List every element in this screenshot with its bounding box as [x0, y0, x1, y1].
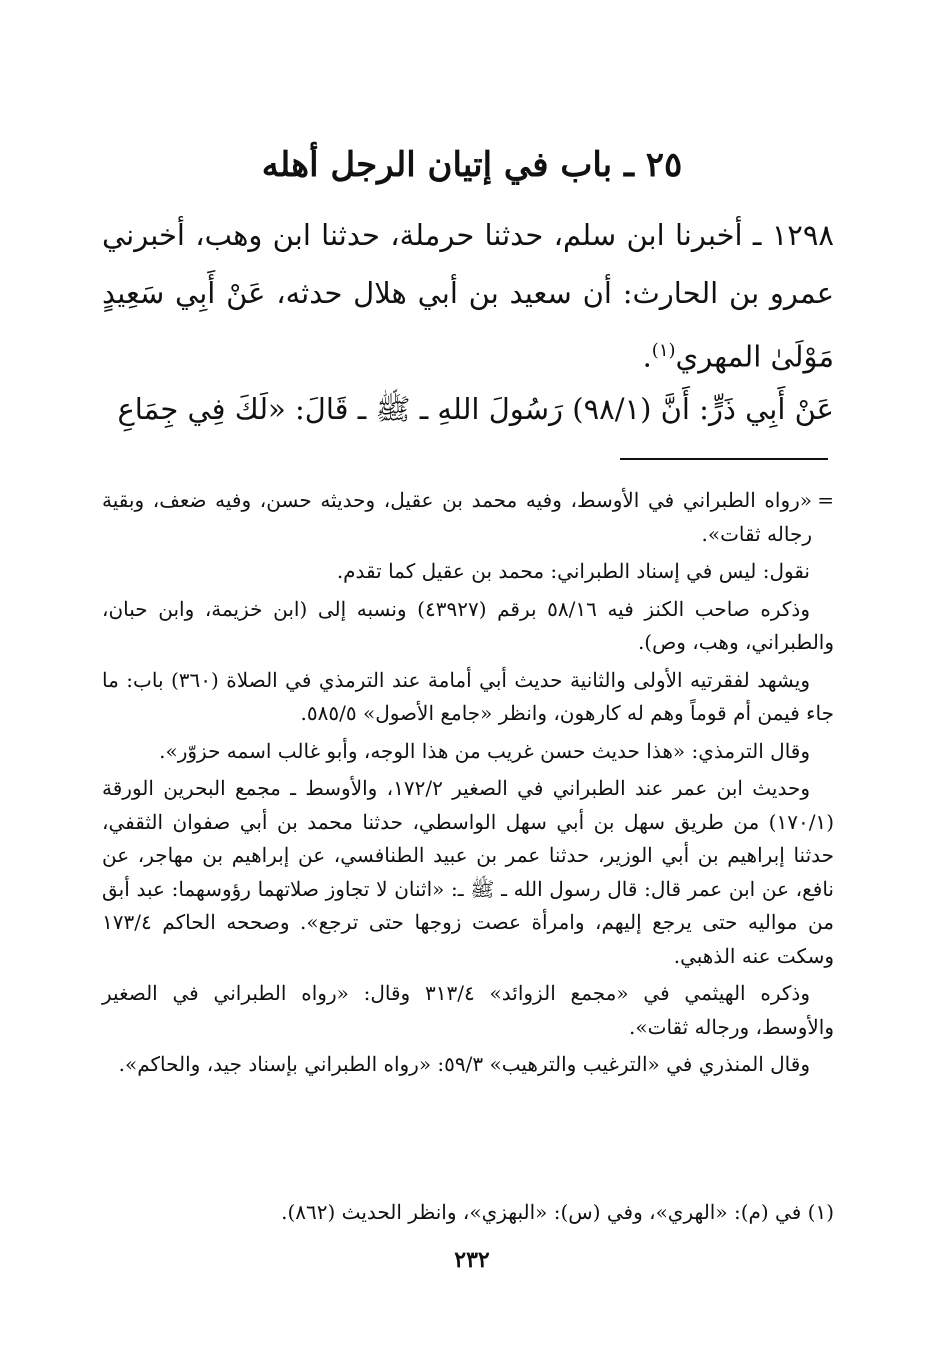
hadith-isnad: ١٢٩٨ ـ أخبرنا ابن سلم، حدثنا حرملة، حدثنا ابن وهب، أخبرني عمرو بن الحارث: أن سعيد بن أبي هلال حدثه، عَنْ أَبِي سَعِيدٍ مَوْلَىٰ المهري [102, 218, 834, 374]
isnad-terminator: . [642, 339, 652, 374]
footnote-divider [620, 458, 828, 460]
footnote: (١) في (م): «الهري»، وفي (س): «البهزي»، وانظر الحديث (٨٦٢). [281, 1200, 834, 1224]
note-paragraph: وذكره الهيثمي في «مجمع الزوائد» ٣١٣/٤ وقال: «رواه الطبراني في الصغير والأوسط، ورجاله ثقات». [102, 981, 834, 1039]
note-paragraph: نقول: ليس في إسناد الطبراني: محمد بن عقيل كما تقدم. [336, 559, 810, 583]
page-number: ٢٣٢ [454, 1247, 490, 1273]
note-paragraph: وقال الترمذي: «هذا حديث حسن غريب من هذا الوجه، وأبو غالب اسمه حزوّر». [159, 738, 810, 763]
commentary-notes [102, 484, 834, 1086]
note-paragraph: ويشهد لفقرتيه الأولى والثانية حديث أبي أمامة عند الترمذي في الصلاة (٣٦٠) باب: ما جاء فيمن أم قوماً وهم له كارهون، وانظر «جامع الأصول» ٥٨٥/٥. [102, 667, 834, 725]
note-paragraph: = «رواه الطبراني في الأوسط، وفيه محمد بن عقيل، وحديثه حسن، وفيه ضعف، وبقية رجاله ثقات». [102, 484, 834, 551]
chapter-heading: ٢٥ ـ باب في إتيان الرجل أهله [261, 145, 683, 185]
note-paragraph: وقال المنذري في «الترغيب والترهيب» ٥٩/٣: «رواه الطبراني بإسناد جيد، والحاكم». [118, 1052, 810, 1076]
note-paragraph: وحديث ابن عمر عند الطبراني في الصغير ١٧٢/٢، والأوسط ـ مجمع البحرين الورقة (١٧٠/١) من طريق سهل بن أبي سهل الواسطي، حدثنا محمد بن أبي صفوان الثقفي، حدثنا إبراهيم بن أبي الوزير، حدثنا عمر بن عبيد الطنافسي، عن إبراهيم بن مهاجر، عن نافع، عن ابن عمر قال: قال رسول الله ـ ﷺ ـ: «اثنان لا تجاوز صلاتهما رؤوسهما: عبد أبق من مواليه حتى يرجع إليهم، وامرأة عصت زوجها حتى ترجع». وصححه الحاكم ١٧٣/٤ وسكت عنه الذهبي. [102, 776, 834, 968]
hadith-matn: عَنْ أَبِي ذَرٍّ: أَنَّ (٩٨/١) رَسُولَ اللهِ ـ ﷺ ـ قَالَ: «لَكَ فِي جِمَاعِ [117, 392, 834, 426]
note-paragraph: وذكره صاحب الكنز فيه ٥٨/١٦ برقم (٤٣٩٢٧) ونسبه إلى (ابن خزيمة، وابن حبان، والطبراني، وهب، وص). [102, 596, 834, 654]
hadith-isnad-block [102, 206, 834, 386]
footnote-reference: (١) [651, 340, 676, 361]
continuation-mark: = [817, 488, 834, 512]
